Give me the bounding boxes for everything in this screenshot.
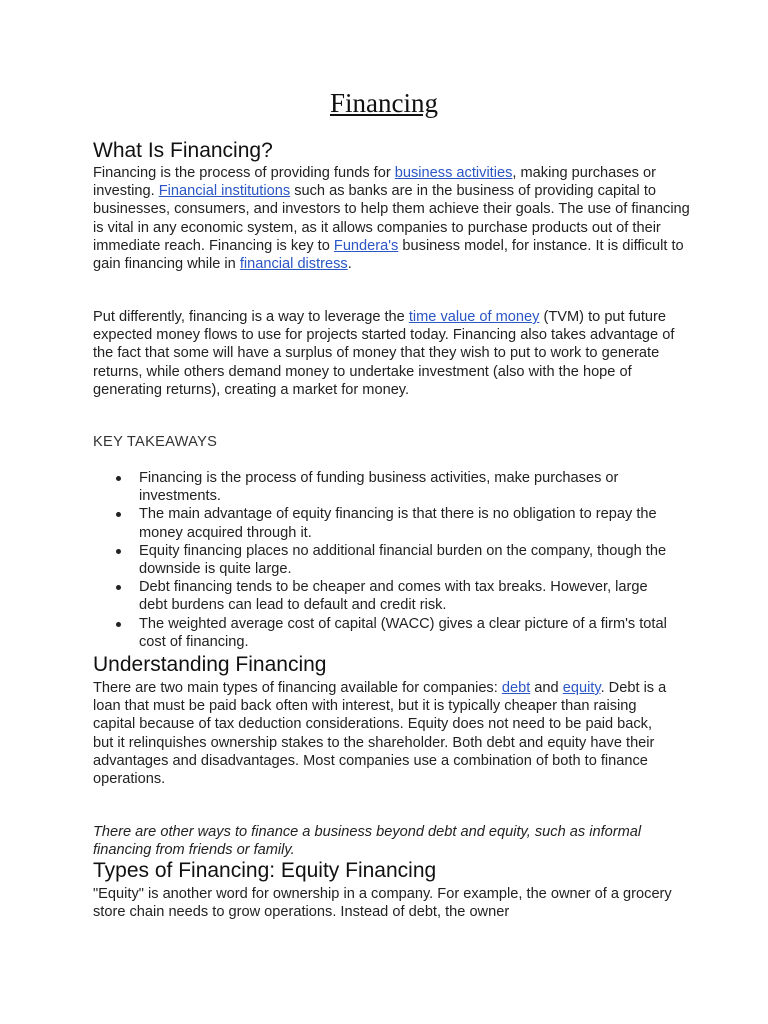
key-takeaways-heading: KEY TAKEAWAYS — [93, 434, 218, 450]
inline-link[interactable]: Fundera's — [333, 237, 399, 254]
paragraph-put-differently — [93, 308, 693, 399]
inline-link[interactable]: equity — [562, 680, 601, 696]
section-heading-understanding-financing: Understanding Financing — [93, 653, 327, 676]
text-run: There are two main types of financing available for companies: — [93, 680, 502, 696]
inline-link[interactable]: business activities — [394, 165, 513, 181]
takeaway-item: Debt financing tends to be cheaper and comes with tax breaks. However, large debt burdens can lead to default and credit risk. — [93, 578, 679, 614]
takeaway-item: Equity financing places no additional financial burden on the company, though the downside is quite large. — [93, 542, 679, 578]
takeaway-item: Financing is the process of funding business activities, make purchases or investments. — [93, 469, 679, 505]
text-run: Put differently, financing is a way to leverage the — [93, 309, 409, 325]
page-title: Financing — [330, 88, 438, 118]
text-run: . Debt is a loan that must be paid back often with interest, but it is typically cheaper than raising capital because of tax deduction considerations. Equity does not need to be paid back, but it relinquishes ownership stakes to the shareholder. Both debt and equity have their advantages and disadvantages. Most companies use a combination of both to finance operations. — [93, 680, 667, 788]
paragraph-equity: "Equity" is another word for ownership in a company. For example, the owner of a grocery store chain needs to grow operations. Instead of debt, the owner — [93, 886, 672, 921]
inline-link[interactable]: debt — [501, 680, 531, 696]
paragraph-definition — [93, 164, 693, 273]
text-run: (TVM) to put future expected money flows to use for projects started today. Financing also takes advantage of the fact that some will have a surplus of money that they wish to put to work to generate returns, while others demand money to undertake investment (also with the hope of generating returns), creating a market for money. — [93, 309, 675, 398]
inline-link[interactable]: time value of money — [408, 309, 540, 325]
text-run: and — [530, 680, 563, 696]
key-takeaways-list — [93, 469, 693, 651]
text-run: , making purchases or investing. — [93, 165, 656, 200]
section-heading-what-is-financing: What Is Financing? — [93, 139, 273, 162]
takeaway-item: The main advantage of equity financing is that there is no obligation to repay the money acquired through it. — [93, 505, 679, 541]
paragraph-types — [93, 679, 673, 788]
text-run: . — [347, 256, 352, 273]
inline-link[interactable]: financial distress — [239, 256, 348, 273]
section-heading-equity-financing: Types of Financing: Equity Financing — [93, 859, 437, 882]
takeaway-item: The weighted average cost of capital (WACC) gives a clear picture of a firm's total cost of financing. — [93, 615, 679, 651]
text-run: business model, for instance. It is difficult to gain financing while in — [93, 237, 684, 273]
text-run: such as banks are in the business of providing capital to businesses, consumers, and investors to help them achieve their goals. The use of financing is vital in any economic system, as it allows companies to purchase products out of their immediate reach. Financing is key to — [93, 183, 690, 254]
paragraph-other-ways: There are other ways to finance a business beyond debt and equity, such as informal financing from friends or family. — [93, 824, 642, 859]
inline-link[interactable]: Financial institutions — [158, 183, 291, 200]
text-run: Financing is the process of providing funds for — [93, 165, 395, 181]
